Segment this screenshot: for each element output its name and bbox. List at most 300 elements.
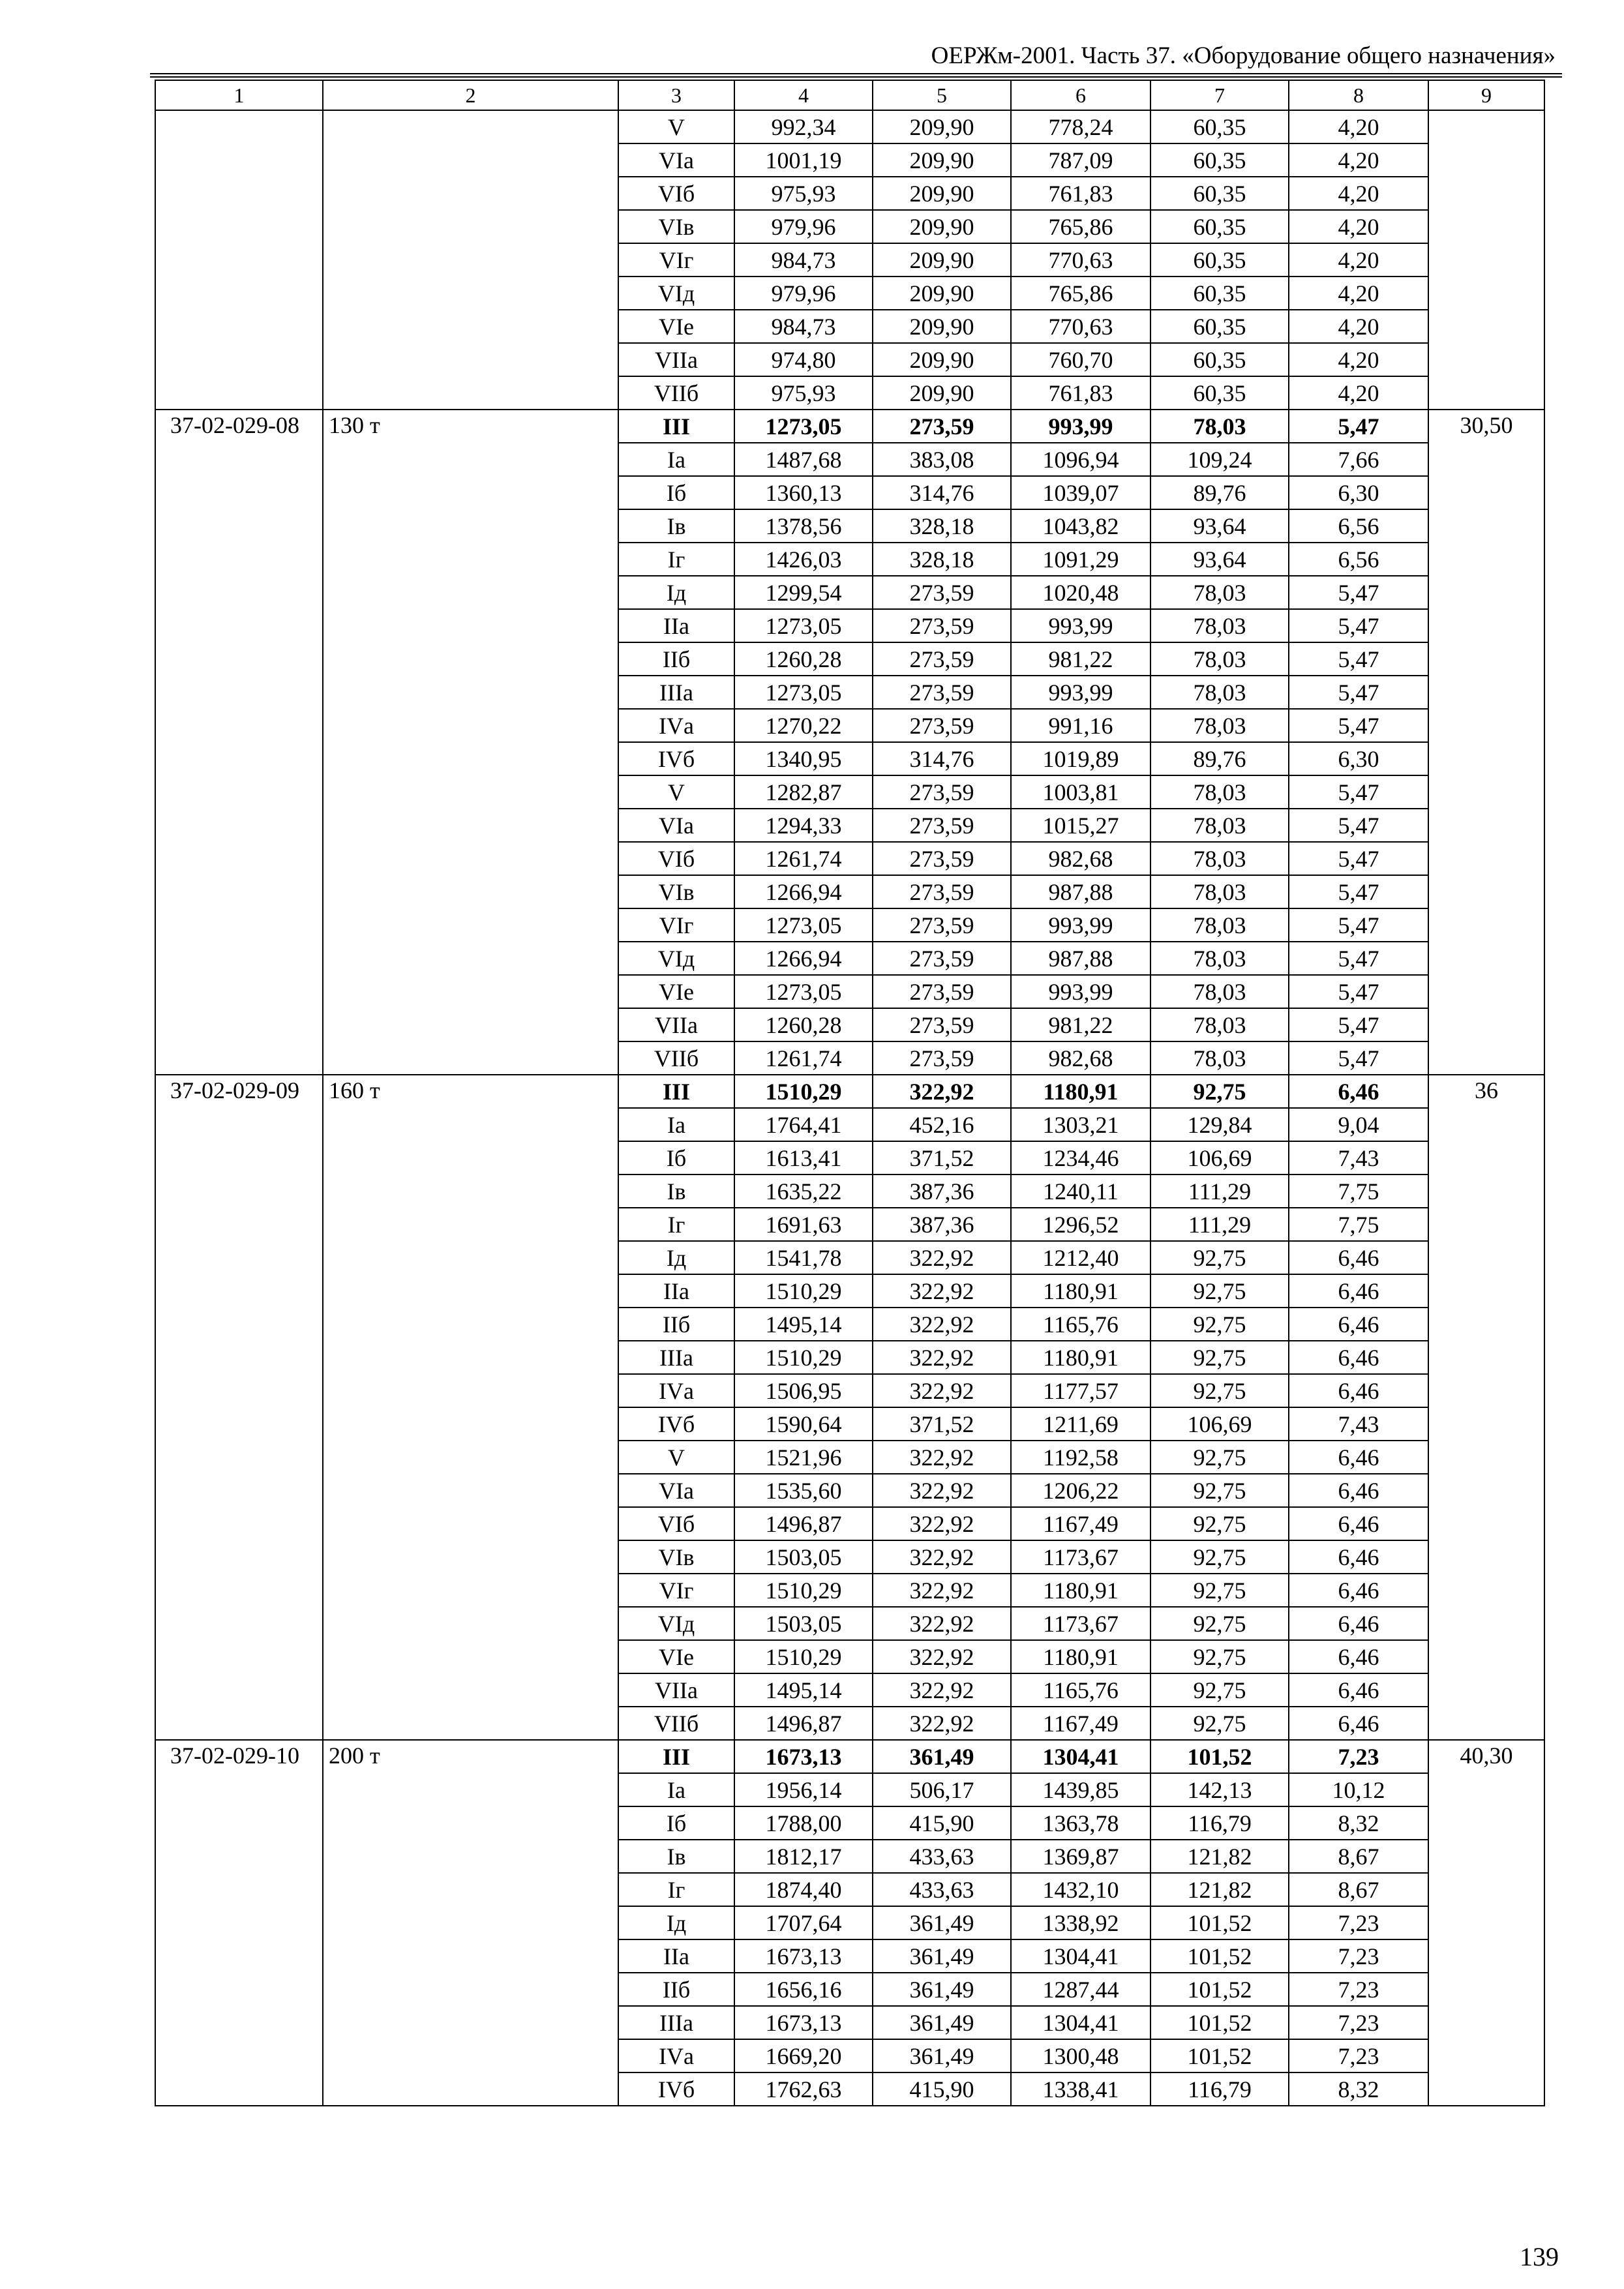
cell-col-6: 981,22 (1011, 1008, 1150, 1041)
cell-col-6: 1180,91 (1011, 1341, 1150, 1374)
cell-col-7: 78,03 (1150, 842, 1289, 875)
cell-col-8: 6,30 (1289, 476, 1428, 509)
cell-col-5: 322,92 (873, 1574, 1011, 1607)
cell-col-5: 273,59 (873, 709, 1011, 742)
cell-col-5: 506,17 (873, 1773, 1011, 1806)
cell-col-6: 1173,67 (1011, 1607, 1150, 1640)
cell-col-4: 1282,87 (734, 775, 873, 809)
cell-col-5: 322,92 (873, 1374, 1011, 1407)
cell-col-8: 6,46 (1289, 1540, 1428, 1574)
cell-col-7: 92,75 (1150, 1673, 1289, 1707)
cell-col-6: 770,63 (1011, 243, 1150, 277)
cell-col-7: 92,75 (1150, 1540, 1289, 1574)
cell-col-5: 322,92 (873, 1274, 1011, 1308)
cell-col-4: 1378,56 (734, 509, 873, 543)
cell-col-4: 984,73 (734, 243, 873, 277)
cell-col-5: 322,92 (873, 1441, 1011, 1474)
cell-col-6: 1304,41 (1011, 1939, 1150, 1973)
cell-col-4: 1261,74 (734, 842, 873, 875)
cell-col-5: 209,90 (873, 143, 1011, 177)
cell-col-6: 1096,94 (1011, 443, 1150, 476)
cell-col-3: VIб (618, 842, 734, 875)
cell-col-8: 5,47 (1289, 609, 1428, 642)
cell-col-6: 1206,22 (1011, 1474, 1150, 1507)
cell-col-7: 78,03 (1150, 975, 1289, 1008)
cell-col-6: 1165,76 (1011, 1673, 1150, 1707)
cell-col-7: 60,35 (1150, 110, 1289, 143)
cell-col-3: Iа (618, 443, 734, 476)
column-number-6: 6 (1011, 80, 1150, 110)
cell-col-3: IVб (618, 1407, 734, 1441)
cell-col-8: 6,46 (1289, 1374, 1428, 1407)
cell-col-3: Iд (618, 1906, 734, 1939)
cell-col-7: 78,03 (1150, 676, 1289, 709)
cell-col-7: 142,13 (1150, 1773, 1289, 1806)
cell-col-3: IIа (618, 1274, 734, 1308)
cell-col-7: 60,35 (1150, 277, 1289, 310)
cell-col-7: 92,75 (1150, 1241, 1289, 1274)
cell-col-8: 5,47 (1289, 1041, 1428, 1075)
cell-col-8: 6,46 (1289, 1673, 1428, 1707)
cell-col-5: 209,90 (873, 243, 1011, 277)
cell-col-9 (1428, 110, 1544, 410)
cell-col-7: 78,03 (1150, 1008, 1289, 1041)
cell-col-8: 7,75 (1289, 1208, 1428, 1241)
cell-col-5: 322,92 (873, 1607, 1011, 1640)
cell-col-6: 1003,81 (1011, 775, 1150, 809)
cell-col-5: 273,59 (873, 676, 1011, 709)
cell-col-3: VIд (618, 942, 734, 975)
cell-col-6: 760,70 (1011, 343, 1150, 376)
cell-col-6: 1167,49 (1011, 1707, 1150, 1740)
cell-col-6: 1303,21 (1011, 1108, 1150, 1141)
cell-col-3: V (618, 110, 734, 143)
cell-col-8: 6,46 (1289, 1075, 1428, 1108)
column-number-5: 5 (873, 80, 1011, 110)
cell-col-7: 78,03 (1150, 908, 1289, 942)
cell-col-6: 1304,41 (1011, 1740, 1150, 1773)
table-row (155, 1740, 1544, 1773)
cell-col-3: VIг (618, 1574, 734, 1607)
cell-col-3: VIг (618, 908, 734, 942)
cell-col-4: 1496,87 (734, 1507, 873, 1540)
cell-col-3: IVа (618, 709, 734, 742)
cell-col-7: 92,75 (1150, 1274, 1289, 1308)
cell-col-6: 1439,85 (1011, 1773, 1150, 1806)
cell-col-6: 1192,58 (1011, 1441, 1150, 1474)
cell-col-3: III (618, 1075, 734, 1108)
equipment-capacity: 130 т (323, 410, 618, 1075)
cell-col-3: Iа (618, 1108, 734, 1141)
rate-code: 37-02-029-08 (155, 410, 323, 1075)
cell-col-7: 116,79 (1150, 1806, 1289, 1840)
cell-col-8: 6,56 (1289, 509, 1428, 543)
cell-col-5: 273,59 (873, 609, 1011, 642)
cell-col-4: 1673,13 (734, 1939, 873, 1973)
page-number: 139 (1520, 2242, 1559, 2271)
cell-col-6: 1212,40 (1011, 1241, 1150, 1274)
column-number-1: 1 (155, 80, 323, 110)
cell-col-4: 1590,64 (734, 1407, 873, 1441)
cell-col-6: 993,99 (1011, 908, 1150, 942)
cell-col-6: 1363,78 (1011, 1806, 1150, 1840)
cell-col-4: 1541,78 (734, 1241, 873, 1274)
cell-col-6: 993,99 (1011, 975, 1150, 1008)
cell-col-5: 322,92 (873, 1507, 1011, 1540)
cell-col-6: 987,88 (1011, 875, 1150, 908)
cell-col-8: 8,32 (1289, 1806, 1428, 1840)
cell-col-8: 6,46 (1289, 1441, 1428, 1474)
cell-col-6: 1369,87 (1011, 1840, 1150, 1873)
cell-col-7: 92,75 (1150, 1474, 1289, 1507)
cell-col-5: 383,08 (873, 443, 1011, 476)
cell-col-3: VIIа (618, 1008, 734, 1041)
table-row (155, 110, 1544, 143)
cell-col-7: 78,03 (1150, 775, 1289, 809)
cell-col-5: 273,59 (873, 642, 1011, 676)
cell-col-4: 1270,22 (734, 709, 873, 742)
cell-col-5: 361,49 (873, 1939, 1011, 1973)
cell-col-4: 1635,22 (734, 1174, 873, 1208)
table-body (155, 80, 1544, 2106)
cell-col-4: 1495,14 (734, 1308, 873, 1341)
rates-table (155, 80, 1545, 2106)
cell-col-4: 1506,95 (734, 1374, 873, 1407)
cell-col-8: 8,67 (1289, 1873, 1428, 1906)
cell-col-7: 60,35 (1150, 376, 1289, 410)
cell-col-5: 273,59 (873, 875, 1011, 908)
cell-col-5: 415,90 (873, 1806, 1011, 1840)
cell-col-6: 1165,76 (1011, 1308, 1150, 1341)
cell-col-3: Iа (618, 1773, 734, 1806)
cell-col-6: 778,24 (1011, 110, 1150, 143)
cell-col-6: 765,86 (1011, 210, 1150, 243)
cell-col-5: 273,59 (873, 1008, 1011, 1041)
cell-col-5: 322,92 (873, 1673, 1011, 1707)
cell-col-6: 1039,07 (1011, 476, 1150, 509)
cell-col-4: 1707,64 (734, 1906, 873, 1939)
cell-col-8: 5,47 (1289, 842, 1428, 875)
cell-col-8: 7,23 (1289, 1973, 1428, 2006)
cell-col-3: IIб (618, 1308, 734, 1341)
cell-col-7: 121,82 (1150, 1873, 1289, 1906)
cell-col-6: 1234,46 (1011, 1141, 1150, 1174)
cell-col-5: 322,92 (873, 1474, 1011, 1507)
cell-col-3: IIб (618, 642, 734, 676)
cell-col-4: 974,80 (734, 343, 873, 376)
cell-col-7: 89,76 (1150, 476, 1289, 509)
cell-col-8: 4,20 (1289, 243, 1428, 277)
cell-col-5: 273,59 (873, 410, 1011, 443)
cell-col-4: 1340,95 (734, 742, 873, 775)
cell-col-3: VIа (618, 809, 734, 842)
cell-col-3: VIе (618, 1640, 734, 1673)
cell-col-8: 6,46 (1289, 1274, 1428, 1308)
cell-col-7: 78,03 (1150, 875, 1289, 908)
cell-col-4: 1273,05 (734, 609, 873, 642)
cell-col-6: 982,68 (1011, 1041, 1150, 1075)
cell-col-7: 92,75 (1150, 1640, 1289, 1673)
cell-col-8: 7,43 (1289, 1407, 1428, 1441)
cell-col-5: 361,49 (873, 2006, 1011, 2039)
cell-col-7: 60,35 (1150, 343, 1289, 376)
cell-col-4: 1788,00 (734, 1806, 873, 1840)
cell-col-3: VIд (618, 1607, 734, 1640)
cell-col-7: 78,03 (1150, 709, 1289, 742)
cell-col-5: 415,90 (873, 2072, 1011, 2106)
cell-col-3: V (618, 1441, 734, 1474)
cell-col-8: 5,47 (1289, 942, 1428, 975)
cell-col-4: 1487,68 (734, 443, 873, 476)
cell-col-7: 101,52 (1150, 1906, 1289, 1939)
cell-col-6: 1019,89 (1011, 742, 1150, 775)
cell-col-6: 1300,48 (1011, 2039, 1150, 2072)
cell-col-8: 6,46 (1289, 1574, 1428, 1607)
cell-col-3: VIIб (618, 1041, 734, 1075)
cell-col-6: 993,99 (1011, 676, 1150, 709)
page-header-title: ОЕРЖм-2001. Часть 37. «Оборудование общего назначения» (931, 42, 1556, 69)
cell-col-8: 4,20 (1289, 343, 1428, 376)
cell-col-3: III (618, 410, 734, 443)
cell-col-8: 4,20 (1289, 210, 1428, 243)
cell-col-5: 273,59 (873, 576, 1011, 609)
cell-col-7: 106,69 (1150, 1407, 1289, 1441)
cell-col-5: 387,36 (873, 1174, 1011, 1208)
cell-col-5: 322,92 (873, 1241, 1011, 1274)
cell-col-5: 361,49 (873, 1906, 1011, 1939)
cell-col-8: 4,20 (1289, 110, 1428, 143)
cell-col-5: 273,59 (873, 975, 1011, 1008)
column-number-8: 8 (1289, 80, 1428, 110)
cell-col-4: 979,96 (734, 277, 873, 310)
cell-col-5: 209,90 (873, 376, 1011, 410)
cell-col-5: 328,18 (873, 509, 1011, 543)
cell-col-6: 1020,48 (1011, 576, 1150, 609)
cell-col-5: 433,63 (873, 1873, 1011, 1906)
cell-col-7: 78,03 (1150, 410, 1289, 443)
cell-col-8: 6,46 (1289, 1640, 1428, 1673)
cell-col-6: 761,83 (1011, 376, 1150, 410)
cell-col-8: 7,23 (1289, 1906, 1428, 1939)
cell-col-6: 1240,11 (1011, 1174, 1150, 1208)
cell-col-4: 1510,29 (734, 1640, 873, 1673)
cell-col-4: 1360,13 (734, 476, 873, 509)
cell-col-8: 7,75 (1289, 1174, 1428, 1208)
cell-col-4: 1656,16 (734, 1973, 873, 2006)
cell-col-3: Iг (618, 543, 734, 576)
cell-col-3: IVб (618, 742, 734, 775)
cell-col-6: 1338,41 (1011, 2072, 1150, 2106)
cell-col-7: 92,75 (1150, 1075, 1289, 1108)
cell-col-6: 981,22 (1011, 642, 1150, 676)
cell-col-8: 7,23 (1289, 2006, 1428, 2039)
cell-col-8: 5,47 (1289, 642, 1428, 676)
cell-col-8: 7,23 (1289, 1740, 1428, 1773)
cell-col-5: 322,92 (873, 1540, 1011, 1574)
cell-col-4: 1521,96 (734, 1441, 873, 1474)
cell-col-6: 1180,91 (1011, 1640, 1150, 1673)
cell-col-3: Iв (618, 1840, 734, 1873)
cell-col-3: Iб (618, 1806, 734, 1840)
cell-col-7: 101,52 (1150, 1939, 1289, 1973)
column-number-7: 7 (1150, 80, 1289, 110)
cell-col-6: 1015,27 (1011, 809, 1150, 842)
cell-col-7: 129,84 (1150, 1108, 1289, 1141)
cell-col-5: 273,59 (873, 1041, 1011, 1075)
cell-col-7: 78,03 (1150, 576, 1289, 609)
cell-col-5: 328,18 (873, 543, 1011, 576)
cell-col-3: IIб (618, 1973, 734, 2006)
cell-col-7: 101,52 (1150, 1740, 1289, 1773)
cell-col-7: 60,35 (1150, 243, 1289, 277)
equipment-capacity: 160 т (323, 1075, 618, 1740)
cell-col-5: 209,90 (873, 110, 1011, 143)
cell-col-8: 5,47 (1289, 410, 1428, 443)
cell-col-5: 433,63 (873, 1840, 1011, 1873)
cell-col-6: 1167,49 (1011, 1507, 1150, 1540)
cell-col-4: 1510,29 (734, 1341, 873, 1374)
cell-col-3: Iв (618, 1174, 734, 1208)
cell-col-6: 770,63 (1011, 310, 1150, 343)
cell-col-5: 273,59 (873, 908, 1011, 942)
cell-col-3: VIб (618, 1507, 734, 1540)
cell-col-3: VIIа (618, 1673, 734, 1707)
column-number-9: 9 (1428, 80, 1544, 110)
cell-col-8: 8,32 (1289, 2072, 1428, 2106)
cell-col-8: 6,46 (1289, 1308, 1428, 1341)
cell-col-4: 1001,19 (734, 143, 873, 177)
cell-col-5: 209,90 (873, 277, 1011, 310)
cell-col-4: 1762,63 (734, 2072, 873, 2106)
cell-col-8: 6,30 (1289, 742, 1428, 775)
cell-col-6: 1211,69 (1011, 1407, 1150, 1441)
cell-col-8: 4,20 (1289, 277, 1428, 310)
cell-col-4: 1273,05 (734, 908, 873, 942)
cell-col-8: 6,46 (1289, 1607, 1428, 1640)
cell-col-5: 371,52 (873, 1141, 1011, 1174)
equipment-capacity (323, 110, 618, 410)
cell-col-3: VIв (618, 1540, 734, 1574)
cell-col-7: 89,76 (1150, 742, 1289, 775)
cell-col-6: 1091,29 (1011, 543, 1150, 576)
column-number-2: 2 (323, 80, 618, 110)
cell-col-4: 1956,14 (734, 1773, 873, 1806)
cell-col-7: 78,03 (1150, 609, 1289, 642)
cell-col-6: 1180,91 (1011, 1274, 1150, 1308)
cell-col-3: VIд (618, 277, 734, 310)
cell-col-6: 1338,92 (1011, 1906, 1150, 1939)
cell-col-5: 314,76 (873, 742, 1011, 775)
cell-col-5: 209,90 (873, 177, 1011, 210)
cell-col-8: 6,46 (1289, 1507, 1428, 1540)
cell-col-7: 101,52 (1150, 2039, 1289, 2072)
cell-col-8: 5,47 (1289, 709, 1428, 742)
cell-col-4: 1426,03 (734, 543, 873, 576)
cell-col-8: 5,47 (1289, 809, 1428, 842)
header-double-rule (150, 73, 1562, 78)
cell-col-4: 975,93 (734, 177, 873, 210)
cell-col-3: III (618, 1740, 734, 1773)
cell-col-8: 6,46 (1289, 1341, 1428, 1374)
cell-col-6: 1287,44 (1011, 1973, 1150, 2006)
cell-col-3: IVа (618, 1374, 734, 1407)
cell-col-5: 361,49 (873, 1973, 1011, 2006)
cell-col-8: 6,46 (1289, 1241, 1428, 1274)
cell-col-6: 1043,82 (1011, 509, 1150, 543)
cell-col-3: VIIб (618, 376, 734, 410)
cell-col-4: 992,34 (734, 110, 873, 143)
cell-col-6: 1432,10 (1011, 1873, 1150, 1906)
cell-col-4: 1510,29 (734, 1574, 873, 1607)
cell-col-7: 111,29 (1150, 1174, 1289, 1208)
column-number-4: 4 (734, 80, 873, 110)
cell-col-3: IIIа (618, 2006, 734, 2039)
cell-col-4: 1261,74 (734, 1041, 873, 1075)
cell-col-7: 60,35 (1150, 143, 1289, 177)
cell-col-7: 60,35 (1150, 310, 1289, 343)
cell-col-6: 765,86 (1011, 277, 1150, 310)
cell-col-3: VIг (618, 243, 734, 277)
cell-col-8: 4,20 (1289, 376, 1428, 410)
cell-col-7: 92,75 (1150, 1374, 1289, 1407)
cell-col-8: 5,47 (1289, 975, 1428, 1008)
cell-col-5: 273,59 (873, 942, 1011, 975)
cell-col-7: 101,52 (1150, 1973, 1289, 2006)
cell-col-7: 93,64 (1150, 543, 1289, 576)
cell-col-5: 361,49 (873, 1740, 1011, 1773)
cell-col-6: 1173,67 (1011, 1540, 1150, 1574)
cell-col-8: 6,46 (1289, 1474, 1428, 1507)
cell-col-4: 1503,05 (734, 1607, 873, 1640)
cell-col-3: IIа (618, 609, 734, 642)
cell-col-7: 78,03 (1150, 809, 1289, 842)
cell-col-3: Iв (618, 509, 734, 543)
cell-col-3: VIб (618, 177, 734, 210)
cell-col-8: 5,47 (1289, 908, 1428, 942)
cell-col-3: IVа (618, 2039, 734, 2072)
cell-col-7: 93,64 (1150, 509, 1289, 543)
cell-col-8: 5,47 (1289, 576, 1428, 609)
cell-col-4: 1510,29 (734, 1075, 873, 1108)
cell-col-4: 1495,14 (734, 1673, 873, 1707)
cell-col-6: 1296,52 (1011, 1208, 1150, 1241)
cell-col-3: Iб (618, 1141, 734, 1174)
cell-col-3: VIа (618, 1474, 734, 1507)
cell-col-7: 121,82 (1150, 1840, 1289, 1873)
cell-col-8: 7,23 (1289, 2039, 1428, 2072)
cell-col-8: 7,23 (1289, 1939, 1428, 1973)
cell-col-3: V (618, 775, 734, 809)
cell-col-4: 1503,05 (734, 1540, 873, 1574)
cell-col-5: 209,90 (873, 310, 1011, 343)
cell-col-4: 1535,60 (734, 1474, 873, 1507)
cell-col-8: 4,20 (1289, 310, 1428, 343)
cell-col-5: 209,90 (873, 210, 1011, 243)
cell-col-4: 1273,05 (734, 975, 873, 1008)
cell-col-7: 92,75 (1150, 1507, 1289, 1540)
cell-col-4: 979,96 (734, 210, 873, 243)
cell-col-7: 78,03 (1150, 942, 1289, 975)
cell-col-9: 36 (1428, 1075, 1544, 1740)
cell-col-8: 9,04 (1289, 1108, 1428, 1141)
cell-col-6: 1180,91 (1011, 1075, 1150, 1108)
cell-col-4: 1691,63 (734, 1208, 873, 1241)
cell-col-7: 101,52 (1150, 2006, 1289, 2039)
cell-col-6: 987,88 (1011, 942, 1150, 975)
cell-col-8: 5,47 (1289, 875, 1428, 908)
cell-col-8: 5,47 (1289, 676, 1428, 709)
cell-col-4: 984,73 (734, 310, 873, 343)
